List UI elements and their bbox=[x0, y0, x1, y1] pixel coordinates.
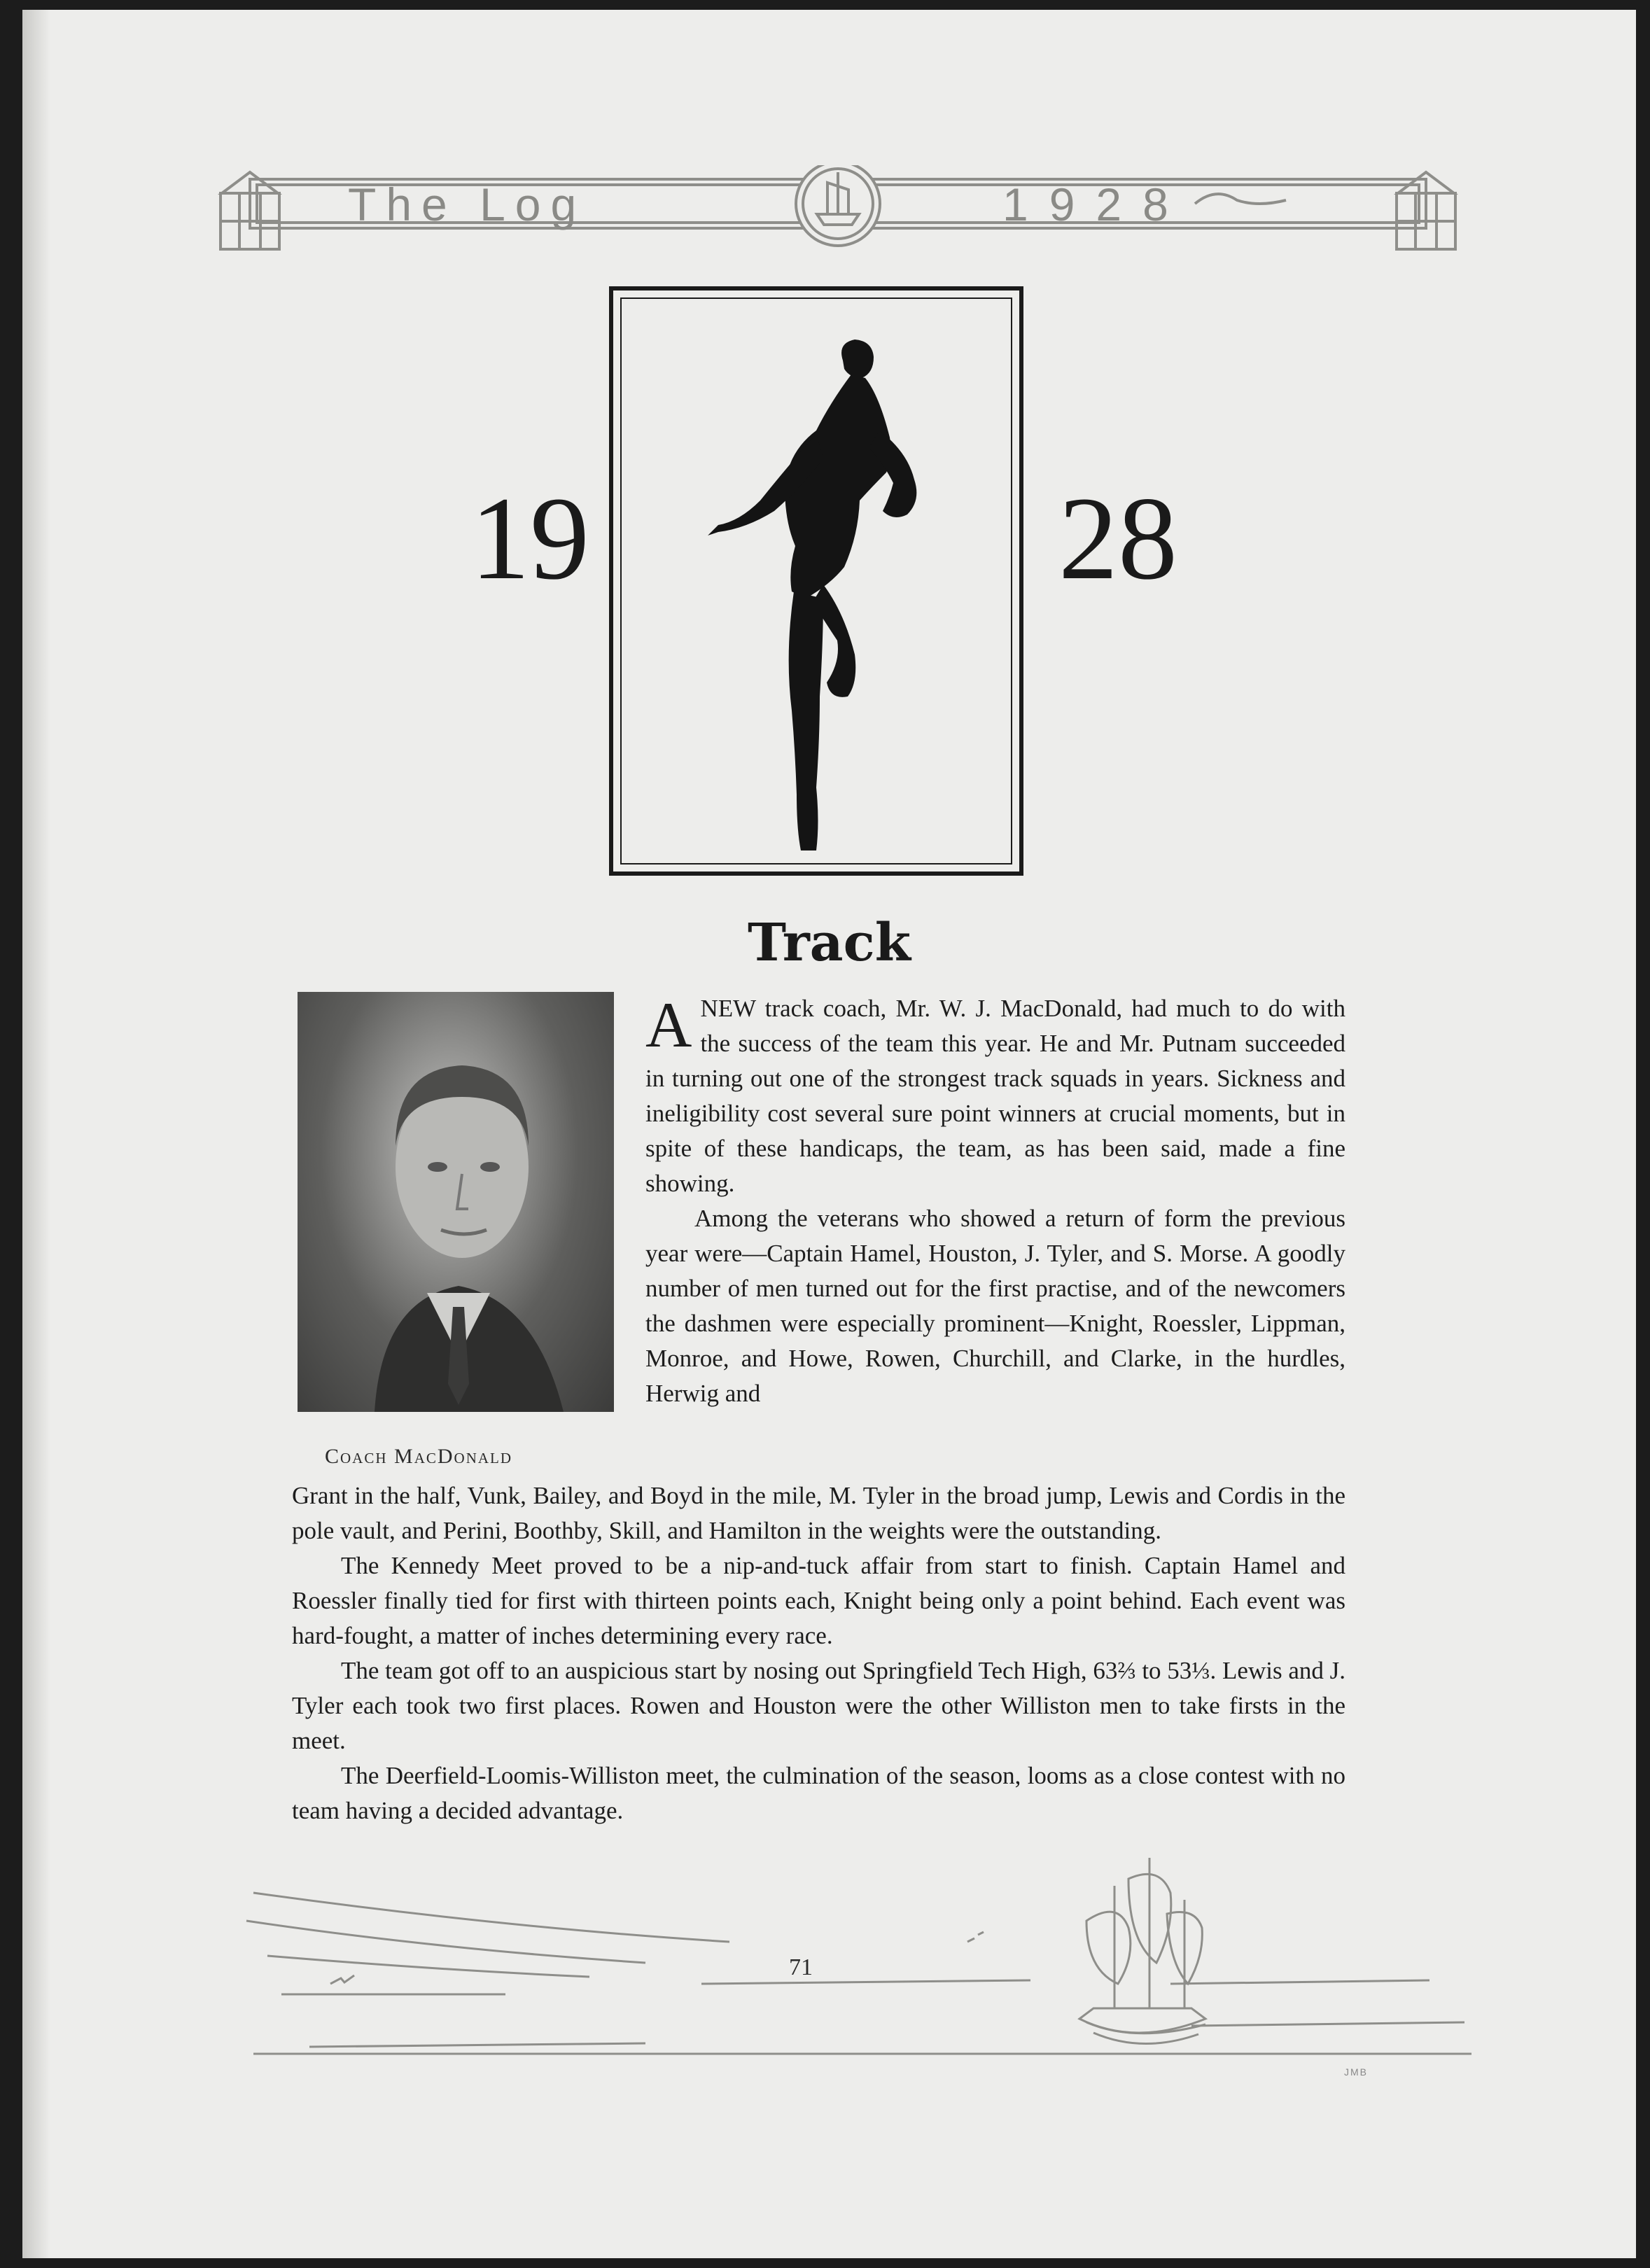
article-paragraph-1-text: NEW track coach, Mr. W. J. MacDonald, had much to do with the success of the team this year. He and Mr. Putnam succeeded in turning out one of the strongest track squads in years. Sickness and ineligibility cost several sure point winners at crucial moments, but in spite of these handicaps, the team, as has been said, made a fine showing. bbox=[645, 995, 1345, 1197]
section-title: Track bbox=[748, 913, 911, 973]
runner-silhouette-icon bbox=[613, 290, 1019, 872]
article-column-right bbox=[645, 991, 1345, 1411]
article-paragraph-4: The team got off to an auspicious start by nosing out Springfield Tech High, 63⅔ to 53⅓. Lewis and J. Tyler each took two first places. Rowen and Houston were the other Williston men to take firsts in the meet. bbox=[292, 1657, 1345, 1754]
coach-portrait-icon bbox=[298, 992, 614, 1412]
drop-cap: A bbox=[645, 989, 692, 1060]
header-year: 1928 bbox=[1002, 178, 1189, 230]
ship-seascape-icon bbox=[225, 1844, 1471, 2075]
article-paragraph-1 bbox=[645, 991, 1345, 1201]
book-spine-shadow bbox=[22, 10, 50, 2258]
yearbook-page bbox=[22, 10, 1636, 2258]
artist-signature: JMB bbox=[1344, 2066, 1368, 2078]
coach-portrait bbox=[298, 992, 614, 1412]
article-paragraph-2-end: Grant in the half, Vunk, Bailey, and Boyd in the mile, M. Tyler in the broad jump, Lewis and Cordis in the pole vault, and Perini, Boothby, Skill, and Hamilton in the weights were the outstanding. bbox=[292, 1482, 1345, 1544]
header-title: The Log bbox=[348, 178, 587, 230]
article-column-full bbox=[292, 1478, 1345, 1828]
runner-silhouette-frame bbox=[609, 286, 1023, 876]
article-paragraph-2-start: Among the veterans who showed a return of form the previous year were—Captain Hamel, Houston, J. Tyler, and S. Morse. A goodly number of men turned out for the first practise, and of the newcomers the dashmen were especially prominent—Knight, Roessler, Lippman, Monroe, and Howe, Rowen, Churchill, and Clarke, in the hurdles, Herwig and bbox=[645, 1205, 1345, 1407]
year-right: 28 bbox=[1058, 472, 1177, 604]
article-paragraph-3: The Kennedy Meet proved to be a nip-and-tuck affair from start to finish. Captain Hamel and Roessler finally tied for first with thirteen points each, Knight being only a point behind. Each event was hard-fought, a matter of inches determining every race. bbox=[292, 1552, 1345, 1649]
page-number: 71 bbox=[789, 1954, 813, 1980]
article-paragraph-5: The Deerfield-Loomis-Williston meet, the culmination of the season, looms as a close contest with no team having a decided advantage. bbox=[292, 1762, 1345, 1824]
photo-caption: Coach MacDonald bbox=[325, 1445, 513, 1468]
year-left: 19 bbox=[470, 472, 589, 604]
footer-seascape-ornament bbox=[225, 1844, 1471, 2075]
page-header-ornament bbox=[208, 165, 1468, 263]
